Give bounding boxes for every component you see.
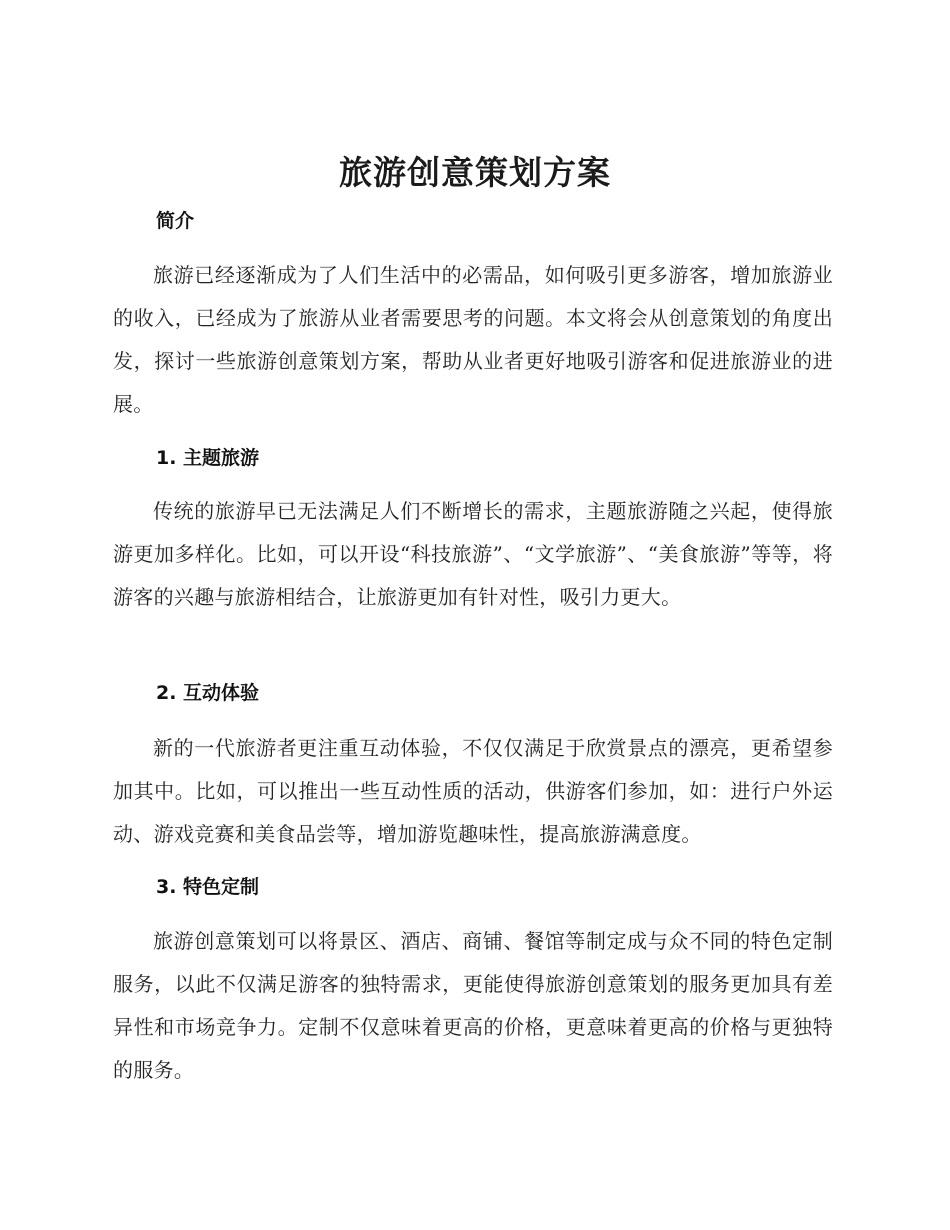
intro-paragraph: 旅游已经逐渐成为了人们生活中的必需品，如何吸引更多游客，增加旅游业的收入，已经成为了旅游从业者需要思考的问题。本文将会从创意策划的角度出发，探讨一些旅游创意策划方案，帮助从业者更好地吸引游客和促进旅游业的进展。 xyxy=(113,263,833,416)
section-paragraph-interactive-experience: 新的一代旅游者更注重互动体验，不仅仅满足于欣赏景点的漂亮，更希望参加其中。比如，可以推出一些互动性质的活动，供游客们参加，如：进行户外运动、游戏竞赛和美食品尝等，增加游览趣味性，提高旅游满意度。 xyxy=(113,736,833,846)
section-paragraph-custom-service: 旅游创意策划可以将景区、酒店、商铺、餐馆等制定成与众不同的特色定制服务，以此不仅满足游客的独特需求，更能使得旅游创意策划的服务更加具有差异性和市场竞争力。定制不仅意味着更高的价格，更意味着更高的价格与更独特的服务。 xyxy=(113,929,833,1082)
section-heading-interactive-experience: 2. 互动体验 xyxy=(156,682,260,704)
intro-heading: 简介 xyxy=(156,210,195,232)
document-title: 旅游创意策划方案 xyxy=(339,153,611,192)
section-heading-custom-service: 3. 特色定制 xyxy=(156,876,260,898)
section-heading-theme-travel: 1. 主题旅游 xyxy=(156,447,260,469)
section-paragraph-theme-travel: 传统的旅游早已无法满足人们不断增长的需求，主题旅游随之兴起，使得旅游更加多样化。比如，可以开设“科技旅游”、“文学旅游”、“美食旅游”等等，将游客的兴趣与旅游相结合，让旅游更加有针对性，吸引力更大。 xyxy=(113,499,833,609)
